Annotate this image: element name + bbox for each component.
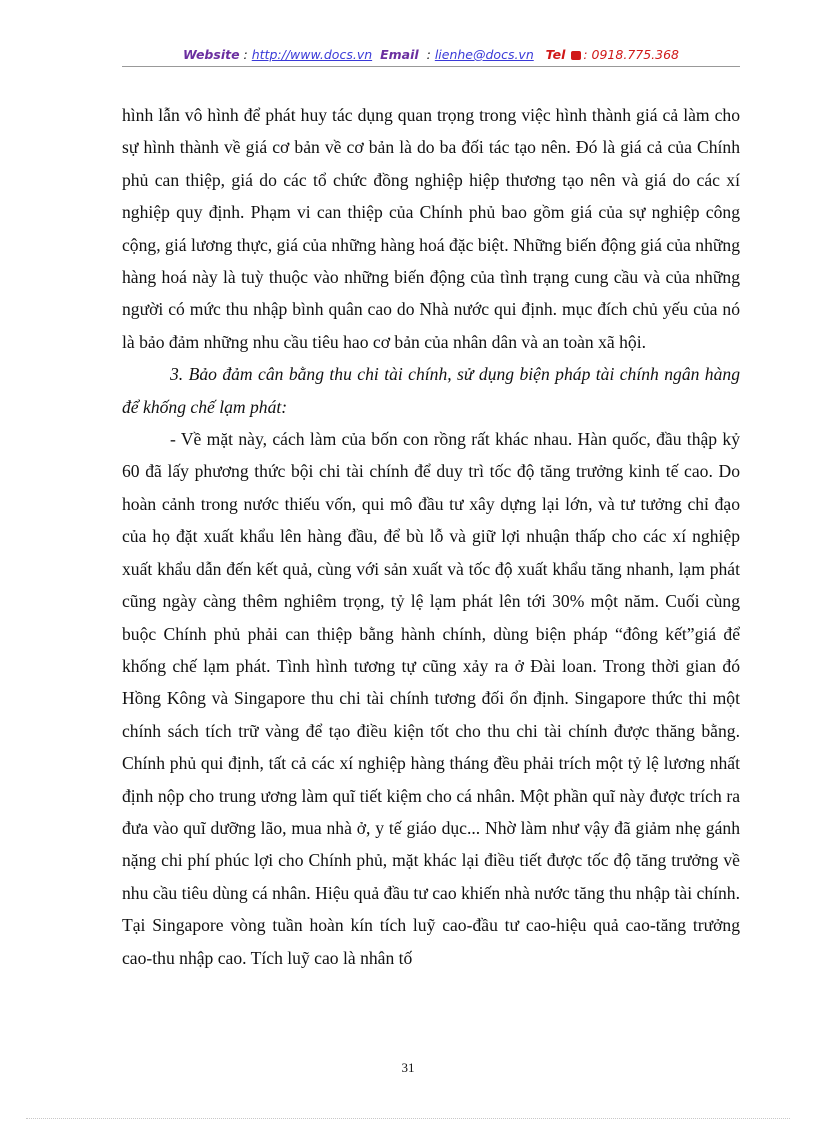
footer-divider — [26, 1118, 790, 1119]
paragraph: - Về mặt này, cách làm của bốn con rồng rất khác nhau. Hàn quốc, đầu thập kỷ 60 đã lấy phương thức bội chi tài chính để duy trì tốc độ tăng trưởng kinh tế cao. Do hoàn cảnh trong nước thiếu vốn, qui mô đầu tư xây dựng lại lớn, và tư tưởng chỉ đạo của họ đặt xuất khẩu lên hàng đầu, để bù lỗ và giữ lợi nhuận thấp cho các xí nghiệp xuất khẩu dẫn đến kết quả, cùng với sản xuất và tốc độ xuất khẩu tăng nhanh, lạm phát cũng ngày càng thêm nghiêm trọng, tỷ lệ lạm phát lên tới 30% một năm. Cuối cùng buộc Chính phủ phải can thiệp bằng hành chính, dùng biện pháp “đông kết”giá để khống chế lạm phát. Tình hình tương tự cũng xảy ra ở Đài loan. Trong thời gian đó Hồng Kông và Singapore thu chi tài chính tương đối ổn định. Singapore thức thi một chính sách tích trữ vàng để tạo điều kiện tốt cho thu chi tài chính được thăng bằng. Chính phủ qui định, tất cả các xí nghiệp hàng tháng đều phải trích một tỷ lệ lương nhất định nộp cho trung ương làm quĩ tiết kiệm cho cá nhân. Một phần quĩ này được trích ra đưa vào quĩ dưỡng lão, mua nhà ở, y tế giáo dục... Nhờ làm như vậy đã giảm nhẹ gánh nặng chi phí phúc lợi cho Chính phủ, mặt khác lại điều tiết được tốc độ tăng trưởng về nhu cầu tiêu dùng cá nhân. Hiệu quả đầu tư cao khiến nhà nước tăng thu nhập tài chính. Tại Singapore vòng tuần hoàn kín tích luỹ cao-đầu tư cao-hiệu quả cao-tăng trưởng cao-thu nhập cao. Tích luỹ cao là nhân tố — [122, 429, 740, 968]
phone-number: 0918.775.368 — [591, 47, 680, 62]
email-label: Email — [380, 47, 419, 62]
document-body — [122, 99, 740, 974]
section-heading: 3. Bảo đảm cân bằng thu chi tài chính, sử dụng biện pháp tài chính ngân hàng để khống chế lạm phát: — [122, 364, 740, 417]
page-number: 31 — [401, 1060, 415, 1075]
phone-icon — [571, 51, 581, 60]
email-link[interactable]: lienhe@docs.vn — [434, 47, 534, 62]
website-link[interactable]: http://www.docs.vn — [251, 47, 373, 62]
website-label: Website — [182, 47, 240, 62]
paragraph: hình lẫn vô hình để phát huy tác dụng quan trọng trong việc hình thành giá cả làm cho sự hình thành về giá cơ bản về cơ bản là do ba đối tác tạo nên. Đó là giá cả của Chính phủ can thiệp, giá do các tổ chức đồng nghiệp hiệp thương tạo nên và giá do các xí nghiệp quy định. Phạm vi can thiệp của Chính phủ bao gồm giá của sự nghiệp công cộng, giá lương thực, giá của những hàng hoá đặc biệt. Những biến động giá của những hàng hoá này là tuỳ thuộc vào những biến động của tình trạng cung cầu và của những người có mức thu nhập bình quân cao do Nhà nước qui định. mục đích chủ yếu của nó là bảo đảm những nhu cầu tiêu hao cơ bản của nhân dân và an toàn xã hội. — [122, 105, 740, 352]
page-header: Website : http://www.docs.vn Email : lienhe@docs.vn Tel : 0918.775.368 — [122, 46, 740, 67]
tel-label: Tel — [545, 47, 566, 62]
